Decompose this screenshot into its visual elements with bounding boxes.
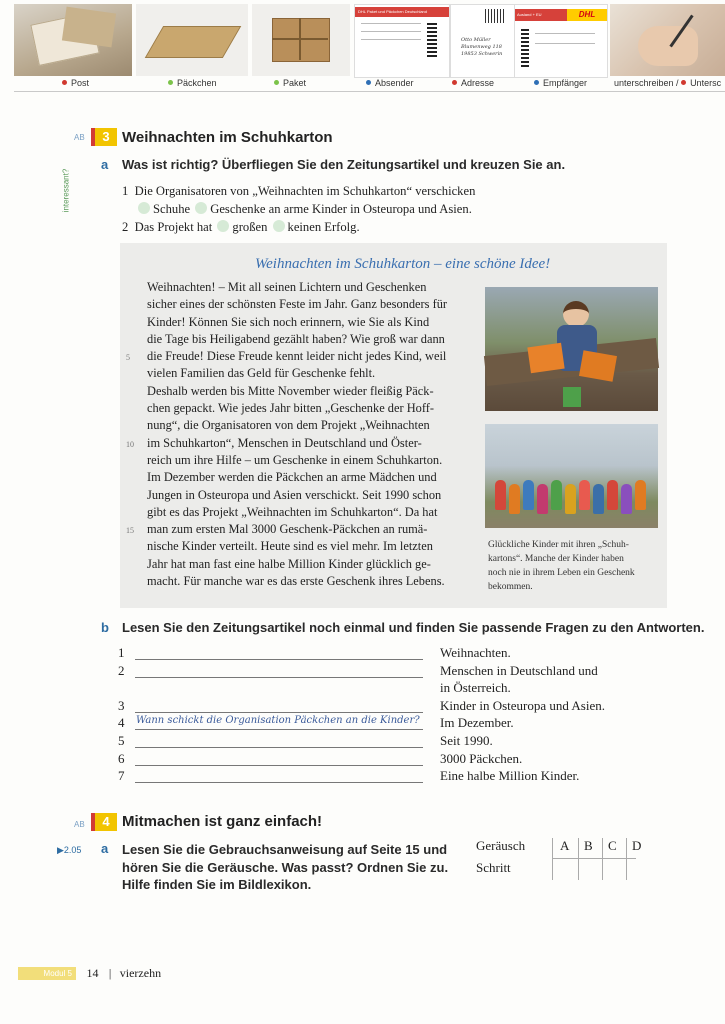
caption-post: Post (62, 78, 89, 88)
question-number: 6 (118, 750, 125, 766)
bullet-icon (681, 80, 686, 85)
answer-line-input[interactable] (135, 782, 423, 783)
checkbox-schuhe[interactable] (138, 202, 150, 214)
question-number: 7 (118, 768, 125, 784)
table-col-header: C (608, 838, 617, 853)
question-1-options: Schuhe Geschenke an arme Kinder in Osteuropa und Asien. (136, 202, 472, 217)
answer-text: in Österreich. (440, 680, 511, 696)
line-number: 15 (126, 526, 134, 536)
bullet-icon (366, 80, 371, 85)
article-line: sicher eines der schönsten Feste im Jahr. Ganz besonders für (147, 297, 448, 312)
task-letter-a: a (101, 841, 109, 856)
form-header: DHL Paket und Päckchen Deutschland (355, 7, 450, 17)
barcode-icon (485, 9, 505, 23)
question-number: 2 (118, 662, 125, 678)
article-line: Kinder! Können Sie sich noch erinnern, wie Sie als Kind (147, 314, 430, 329)
barcode-icon (521, 27, 529, 67)
side-note-label: interessant? (61, 168, 71, 213)
exercise-number-4: 4 (91, 813, 117, 831)
table-row-label: Schritt (476, 860, 511, 875)
answer-text: Menschen in Deutschland und (440, 662, 598, 678)
child-figure (551, 480, 562, 510)
answer-line-input[interactable] (135, 677, 423, 678)
page-footer (18, 965, 162, 981)
exercise-4-title: Mitmachen ist ganz einfach! (122, 813, 323, 830)
bullet-icon (452, 80, 457, 85)
answer-text: 3000 Päckchen. (440, 750, 523, 766)
child-figure (579, 480, 590, 510)
child-figure (635, 480, 646, 510)
separator: | (108, 966, 112, 981)
line-number: 10 (126, 439, 134, 449)
answer-text: Im Dezember. (440, 715, 514, 731)
task-line: Hilfe finden Sie im Bildlexikon. (122, 877, 312, 892)
caption-empfaenger: Empfänger (534, 78, 587, 88)
article-body (147, 279, 477, 590)
strip-captions (14, 77, 725, 92)
caption-absender: Absender (366, 78, 414, 88)
dhl-form-sender-photo (354, 4, 450, 78)
article-line: gibt es das Projekt „Weihnachten im Schuhkarton“. Da hat (147, 504, 438, 519)
table-row-label: Geräusch (476, 838, 526, 853)
article-line: macht. Für manche war es das erste Geschenk ihres Lebens. (147, 574, 445, 589)
child-figure (607, 480, 618, 510)
question-number: 5 (118, 733, 125, 748)
task-a-instruction: Was ist richtig? Überfliegen Sie den Zeitungsartikel und kreuzen Sie an. (122, 157, 566, 172)
article-line: nische Kinder verteilt. Heute sind es viel mehr. Im letzten (147, 539, 433, 554)
children-group-photo (485, 424, 658, 528)
article-line: im Schuhkarton“, Menschen in Deutschland und Öster- (147, 435, 422, 450)
answer-line-input[interactable] (135, 747, 423, 748)
ab-reference: AB (74, 820, 85, 829)
article-line: Deshalb werden bis Mitte November wieder fleißig Päck- (147, 383, 434, 398)
article-line: man zum ersten Mal 3000 Geschenk-Päckchen an rumä- (147, 522, 428, 537)
bullet-icon (274, 80, 279, 85)
table-col-header: A (560, 838, 570, 853)
task-letter-b: b (101, 620, 109, 635)
answer-line-input[interactable] (135, 765, 423, 766)
answer-line-input[interactable] (135, 729, 423, 730)
answer-text: Eine halbe Million Kinder. (440, 768, 580, 784)
caption-adresse: Adresse (452, 78, 494, 88)
answer-text: Seit 1990. (440, 733, 493, 748)
module-tab: Modul 5 (18, 967, 76, 980)
girl-with-shoebox-photo (485, 287, 658, 411)
play-icon: ▶ (57, 845, 64, 855)
caption-unterschreiben: unterschreiben / Untersc (614, 78, 722, 88)
caption-line: kartons“. Manche der Kinder haben (488, 554, 624, 564)
caption-paeckchen: Päckchen (168, 78, 217, 88)
bullet-icon (168, 80, 173, 85)
handwritten-question: Wann schickt die Organisation Päckchen an die Kinder? (136, 715, 420, 727)
dhl-logo: DHL (567, 9, 607, 21)
caption-paket: Paket (274, 78, 306, 88)
exercise-4-task-a (122, 841, 462, 894)
task-letter-a: a (101, 157, 109, 172)
question-2: 2 Das Projekt hat großen keinen Erfolg. (122, 220, 360, 234)
table-col-header: B (584, 838, 593, 853)
article-line: chen gepackt. Wie jedes Jahr bitten „Geschenke der Hoff- (147, 401, 435, 416)
checkbox-grossen[interactable] (217, 220, 229, 232)
article-line: die Freude! Diese Freude kennt leider nicht jedes Kind, weil (147, 349, 447, 364)
article-line: Weihnachten! – Mit all seinen Lichtern und Geschenken (147, 280, 427, 294)
page-number: 14 (86, 966, 99, 981)
bullet-icon (62, 80, 67, 85)
child-figure (621, 484, 632, 514)
ab-reference: AB (74, 133, 85, 142)
article-line: reich um ihre Hilfe – um Geschenke in einem Schuhkarton. (147, 452, 443, 467)
line-number: 5 (126, 353, 130, 363)
article-line: Jahr hat man fast eine halbe Million Kinder glücklich ge- (147, 556, 431, 571)
audio-track[interactable]: ▶2.05 (57, 845, 82, 855)
answer-line-input[interactable] (135, 712, 423, 713)
child-figure (523, 480, 534, 510)
question-number: 1 (118, 645, 125, 660)
answer-text: Weihnachten. (440, 645, 511, 660)
form-header: Ausland + EU (515, 9, 567, 21)
task-b-instruction: Lesen Sie den Zeitungsartikel noch einmal und finden Sie passende Fragen zu den Antworten. (122, 620, 705, 635)
photo-caption (488, 538, 663, 594)
handwritten-address: Otto Müller Blumenweg 118 19853 Schwerin (461, 37, 503, 57)
question-number: 3 (118, 697, 125, 713)
question-answer-list (118, 644, 638, 794)
matching-table (476, 838, 656, 880)
caption-line: noch nie in ihrem Leben ein Geschenk (488, 568, 635, 578)
paket-parcel-photo (252, 4, 350, 76)
caption-line: Glückliche Kinder mit ihren „Schuh- (488, 540, 629, 550)
post-envelopes-photo (14, 4, 132, 76)
caption-line: bekommen. (488, 582, 533, 592)
paeckchen-box-photo (136, 4, 248, 76)
page-word: vierzehn (119, 966, 162, 981)
child-figure (537, 484, 548, 514)
article-line: vielen Familien das Geld für Geschenke fehlt. (147, 366, 376, 381)
child-figure (565, 484, 576, 514)
child-figure (495, 480, 506, 510)
exercise-number-3: 3 (91, 128, 117, 146)
article-line: die Tage bis Heiligabend gezählt haben? Wie groß war dann (147, 331, 445, 346)
answer-text: Kinder in Osteuropa und Asien. (440, 697, 606, 713)
task-line: hören Sie die Geräusche. Was passt? Ordnen Sie zu. (122, 859, 449, 875)
question-1: 1 Die Organisatoren von „Weihnachten im Schuhkarton“ verschicken (122, 184, 476, 198)
table-col-header: D (632, 838, 642, 853)
barcode-icon (427, 23, 437, 57)
article-line: Jungen in Osteuropa und Asien verschickt. Seit 1990 schon (147, 487, 442, 502)
checkbox-keinen[interactable] (273, 220, 285, 232)
question-number: 4 (118, 715, 125, 731)
top-photo-strip (14, 4, 725, 76)
child-figure (593, 484, 604, 514)
side-note (60, 168, 78, 218)
signing-hand-photo (610, 4, 725, 76)
article-line: nung“, die Organisatoren von dem Projekt „Weihnachten (147, 418, 430, 433)
exercise-3-title: Weihnachten im Schuhkarton (122, 129, 333, 146)
child-figure (509, 484, 520, 514)
article-line: Im Dezember werden die Päckchen an arme Mädchen und (147, 470, 437, 485)
shoebox-icon (527, 343, 564, 373)
article-title: Weihnachten im Schuhkarton – eine schöne Idee! (255, 256, 551, 272)
task-line: Lesen Sie die Gebrauchsanweisung auf Seite 15 und (122, 842, 448, 857)
dhl-form-recipient-photo (514, 4, 608, 78)
answer-line-input[interactable] (135, 659, 423, 660)
checkbox-geschenke[interactable] (195, 202, 207, 214)
bullet-icon (534, 80, 539, 85)
